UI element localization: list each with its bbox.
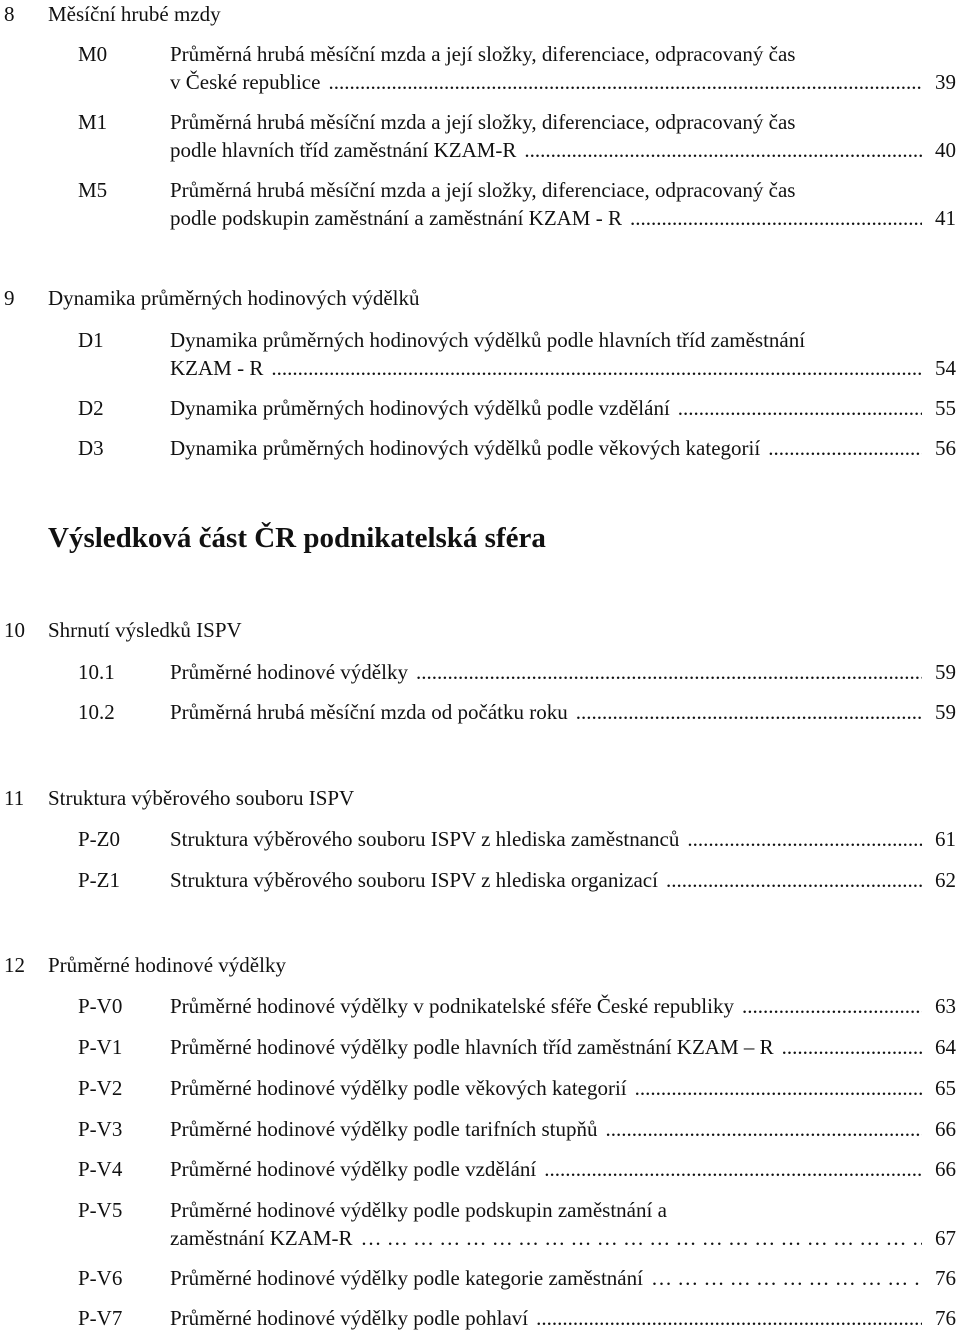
- page-number: 65: [935, 1076, 956, 1100]
- toc-entry-link[interactable]: [170, 992, 956, 1020]
- toc-entry-link[interactable]: [170, 1033, 956, 1061]
- entry-code: P-V5: [78, 1198, 123, 1222]
- toc-entry-link[interactable]: [170, 394, 956, 422]
- entry-title: Dynamika průměrných hodinových výdělků podle věkových kategorií: [170, 436, 761, 460]
- dot-leader: [678, 394, 922, 422]
- page-number: 55: [935, 396, 956, 420]
- toc-entry-link[interactable]: [170, 1304, 956, 1332]
- page-number: 76: [935, 1306, 956, 1330]
- page-number: 59: [935, 700, 956, 724]
- dot-leader: [271, 354, 922, 382]
- entry-code: D3: [78, 436, 104, 460]
- page-number: 67: [935, 1226, 956, 1250]
- entry-title: Průměrná hrubá měsíční mzda od počátku roku: [170, 700, 568, 724]
- entry-code: D1: [78, 328, 104, 352]
- section-number: 9: [4, 286, 15, 310]
- toc-entry-link[interactable]: [170, 698, 956, 726]
- section-title: Průměrné hodinové výdělky: [48, 953, 286, 977]
- toc-entry-link[interactable]: [170, 658, 956, 686]
- toc-entry-link[interactable]: [170, 68, 956, 96]
- entry-title: Průměrné hodinové výdělky podle kategorie zaměstnání: [170, 1266, 643, 1290]
- section-title: Měsíční hrubé mzdy: [48, 2, 221, 26]
- dot-leader: [524, 136, 922, 164]
- toc-entry-link[interactable]: [170, 354, 956, 382]
- entry-code: P-V7: [78, 1306, 123, 1330]
- entry-code: P-V3: [78, 1117, 123, 1141]
- entry-title: Struktura výběrového souboru ISPV z hlediska zaměstnanců: [170, 827, 680, 851]
- entry-code: D2: [78, 396, 104, 420]
- page-number: 41: [935, 206, 956, 230]
- entry-title-line1: Průměrná hrubá měsíční mzda a její složky, diferenciace, odpracovaný čas: [170, 110, 796, 134]
- dot-leader: [416, 658, 922, 686]
- entry-title-line2: zaměstnání KZAM-R: [170, 1226, 353, 1250]
- entry-title: Průměrné hodinové výdělky podle věkových kategorií: [170, 1076, 627, 1100]
- section-number: 10: [4, 618, 25, 642]
- entry-code: P-V2: [78, 1076, 123, 1100]
- entry-title-line1: Průměrná hrubá měsíční mzda a její složky, diferenciace, odpracovaný čas: [170, 178, 796, 202]
- dot-leader: [328, 68, 922, 96]
- dot-leader: [606, 1115, 923, 1143]
- entry-title: Průměrné hodinové výdělky podle pohlaví: [170, 1306, 529, 1330]
- page-number: 56: [935, 436, 956, 460]
- dot-leader: [630, 204, 922, 232]
- toc-entry-link[interactable]: [170, 1264, 956, 1292]
- entry-code: P-V6: [78, 1266, 123, 1290]
- section-title: Struktura výběrového souboru ISPV: [48, 786, 355, 810]
- page-number: 64: [935, 1035, 956, 1059]
- dot-leader: [635, 1074, 922, 1102]
- page-number: 61: [935, 827, 956, 851]
- toc-entry-link[interactable]: [170, 866, 956, 894]
- section-title: Shrnutí výsledků ISPV: [48, 618, 242, 642]
- page-number: 59: [935, 660, 956, 684]
- dot-leader: [651, 1264, 922, 1292]
- page-number: 54: [935, 356, 956, 380]
- entry-title-line2: v České republice: [170, 70, 321, 94]
- dot-leader: [666, 866, 922, 894]
- dot-leader: [782, 1033, 922, 1061]
- entry-code: P-V4: [78, 1157, 123, 1181]
- entry-code: M1: [78, 110, 108, 134]
- page-number: 76: [935, 1266, 956, 1290]
- section-title: Dynamika průměrných hodinových výdělků: [48, 286, 420, 310]
- entry-code: P-Z1: [78, 868, 120, 892]
- toc-entry-link[interactable]: [170, 825, 956, 853]
- dot-leader: [687, 825, 922, 853]
- toc-entry-link[interactable]: [170, 136, 956, 164]
- dot-leader: [576, 698, 922, 726]
- entry-code: M0: [78, 42, 108, 66]
- page-number: 66: [935, 1157, 956, 1181]
- entry-title: Dynamika průměrných hodinových výdělků podle vzdělání: [170, 396, 670, 420]
- section-number: 12: [4, 953, 25, 977]
- entry-title-line2: podle podskupin zaměstnání a zaměstnání KZAM - R: [170, 206, 622, 230]
- entry-code: P-V0: [78, 994, 123, 1018]
- toc-entry-link[interactable]: [170, 1115, 956, 1143]
- entry-code: 10.1: [78, 660, 115, 684]
- dot-leader: [544, 1155, 922, 1183]
- toc-entry-link[interactable]: [170, 204, 956, 232]
- section-number: 11: [4, 786, 25, 810]
- entry-title: Průměrné hodinové výdělky v podnikatelské sféře České republiky: [170, 994, 734, 1018]
- entry-title-line2: podle hlavních tříd zaměstnání KZAM-R: [170, 138, 517, 162]
- entry-code: M5: [78, 178, 108, 202]
- page-number: 63: [935, 994, 956, 1018]
- toc-entry-link[interactable]: [170, 1224, 956, 1252]
- dot-leader: [768, 434, 922, 462]
- entry-title: Průměrné hodinové výdělky: [170, 660, 408, 684]
- part-heading: Výsledková část ČR podnikatelská sféra: [48, 522, 546, 554]
- entry-title: Průměrné hodinové výdělky podle tarifních stupňů: [170, 1117, 598, 1141]
- page-number: 62: [935, 868, 956, 892]
- entry-title: Průměrné hodinové výdělky podle vzdělání: [170, 1157, 537, 1181]
- toc-entry-link[interactable]: [170, 434, 956, 462]
- page-number: 66: [935, 1117, 956, 1141]
- entry-title-line1: Dynamika průměrných hodinových výdělků podle hlavních tříd zaměstnání: [170, 328, 806, 352]
- page-number: 39: [935, 70, 956, 94]
- entry-title-line1: Průměrné hodinové výdělky podle podskupin zaměstnání a: [170, 1198, 667, 1222]
- toc-entry-link[interactable]: [170, 1074, 956, 1102]
- entry-code: 10.2: [78, 700, 115, 724]
- page-number: 40: [935, 138, 956, 162]
- dot-leader: [742, 992, 922, 1020]
- entry-title: Průměrné hodinové výdělky podle hlavních tříd zaměstnání KZAM – R: [170, 1035, 774, 1059]
- entry-title: Struktura výběrového souboru ISPV z hlediska organizací: [170, 868, 658, 892]
- entry-title-line2: KZAM - R: [170, 356, 264, 380]
- entry-code: P-Z0: [78, 827, 120, 851]
- entry-code: P-V1: [78, 1035, 123, 1059]
- dot-leader: [361, 1224, 922, 1252]
- section-number: 8: [4, 2, 15, 26]
- dot-leader: [536, 1304, 922, 1332]
- toc-entry-link[interactable]: [170, 1155, 956, 1183]
- entry-title-line1: Průměrná hrubá měsíční mzda a její složky, diferenciace, odpracovaný čas: [170, 42, 796, 66]
